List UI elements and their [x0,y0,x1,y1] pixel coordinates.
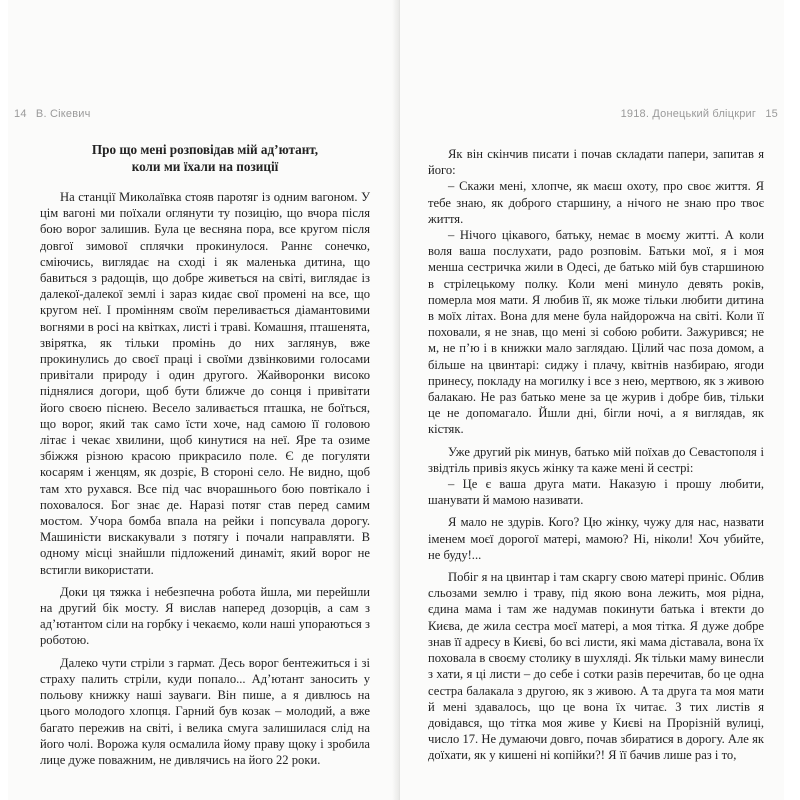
paragraph: – Нічого цікавого, батьку, немає в моєму житті. А коли воля ваша послухати, радо розповім. Батьки мої, я і моя менша сестричка жили в Одесі, де батько мій був старшиною в стрілецькому полку. Коли мені минуло девять років, померла моя мати. Я любив її, як може тільки любити дитина в моїх літах. Вона для мене була найдорожча на світі. Коли її поховали, я не знав, що мені зі собою робити. Зажурився; не м, не п’ю і в книжки мало заглядаю. Цілий час поза домом, а більше на цвинтарі: сиджу і плачу, квітнів назбираю, ягоди принесу, покладу на могилку і все з нею, мертвою, як з живою балакаю. Не раз батько мене за це журив і добре бив, тільки це не допомагало. Йшли дні, бігли ночі, а я виглядав, як кістяк. [428,228,764,437]
chapter-heading [40,142,370,175]
paragraph: Як він скінчив писати і почав складати папери, запитав я його: [428,147,764,178]
paragraph: – Це є ваша друга мати. Наказую і прошу любити, шанувати й мамою називати. [428,477,764,508]
paragraph: Побіг я на цвинтар і там скаргу свою матері приніс. Облив сльозами землю і траву, під якою вона лежить, моя рідна, єдина мама і там же надумав покинути батька і втекти до Києва, де жила сестра моєї матері, а моя тітка. Я дуже добре знав її адресу в Києві, бо всі листи, які мама діставала, вона їх поховала в своєму столику в шухляді. Як тільки маму винесли з хати, я ці листи – до себе і сотки разів перечитав, бо це одна сестра балакала з другою, як з живою. А та друга та моя мати й мені здавалось, що це вона їх читає. З тих листів я довідався, що тітка моя живе у Києві на Прорізній вулиці, число 17. Не думаючи довго, почав збиратися в дорогу. Але як доїхати, як у кишені ні копійки?! Я її бачив лише раз і то, [428,570,764,763]
paragraph: Я мало не здурів. Кого? Цю жінку, чужу для нас, назвати іменем моєї дорогої матері, мамою? Ні, ніколи! Хоч убийте, не буду!... [428,515,764,562]
left-page-number: 14 [14,108,27,120]
heading-line-2: коли ми їхали на позиції [131,158,279,174]
paragraph: Доки ця тяжка і небезпечна робота йшла, ми перейшли на другий бік мосту. Я вислав наперед дозорців, а сам з ад’ютантом сіли на горбку і чекаємо, коли наші упораються з роботою. [40,584,370,648]
paragraph: – Скажи мені, хлопче, як маєш охоту, про своє життя. Я тебе знаю, як доброго старшину, а нічого не знаю про твоє життя. [428,179,764,226]
paragraph: Далеко чути стріли з гармат. Десь ворог бентежиться і зі страху палить стріли, куди попало... Ад’ютант заносить у польову книжку наші зауваги. Він пише, а я дивлюсь на цього молодого хлопця. Гарний був козак – молодий, а вже багато пережив на світі, і велика смуга залишилася слід на його чолі. Ворожа куля осмалила йому праву щоку і зробила лице дуже поважним, не дивлячись на його 22 роки. [40,655,370,767]
author-name: В. Сікевич [35,108,91,120]
heading-line-1: Про що мені розповідав мій ад’ютант, [91,142,319,157]
left-page [8,0,392,800]
paragraph: На станції Миколаївка стояв паротяг із одним вагоном. У цім вагоні ми поїхали оглянути ту позицію, що вчора після бою ворог залишив. Була це весняна пора, все кругом після довгої зимової сплячки прокинулося. Раннє сонечко, сміючись, виглядає на сході і як маленька дитина, що бавиться з радощів, що добре живеться на світі, виглядає із далекої-далекої землі і зараз кидає свої промені на все, що кругом неї. І промінням своїм переливається діамантовими вогнями в росі на квітках, листі і траві. Комашня, пташенята, звірятка, як тільки промінь до них заглянув, вже прокинулись до своєї праці і своїми дзвінковими голосами привітали природу і один другого. Жайворонки високо піднялися догори, щоб бути ближче до сонця і привітати його своєю піснею. Весело заливається пташка, не боїться, що ворог, який так само їсти хоче, над самою її головою літає і чекає хвилини, щоб кинутися на неї. Яре та озиме збіжжя різною красою прикрасило поле. Є де погуляти косарям і женцям, як дозріє, В стороні село. Не видно, щоб там хто рухався. Все під час вчорашнього бою повтікало і поховалося. Бог знає де. Наразі потяг став перед самим мостом. Учора бомба впала на рейки і попсувала дорогу. Машиністи вискакували з потягу і почали направляти. В одному місці знайшли підложений динаміт, який ворог не встигли використати. [40,190,370,577]
left-running-head [8,108,91,120]
right-page-text [428,146,764,764]
right-page-number: 15 [765,108,778,120]
paragraph: Уже другий рік минув, батько мій поїхав до Севастополя і звідтіль привіз якусь жінку та каже мені й сестрі: [428,444,764,475]
right-running-head [621,108,784,120]
right-page [400,0,784,800]
book-title: 1918. Донецький бліцкриг [620,108,757,120]
left-page-text [40,142,370,768]
